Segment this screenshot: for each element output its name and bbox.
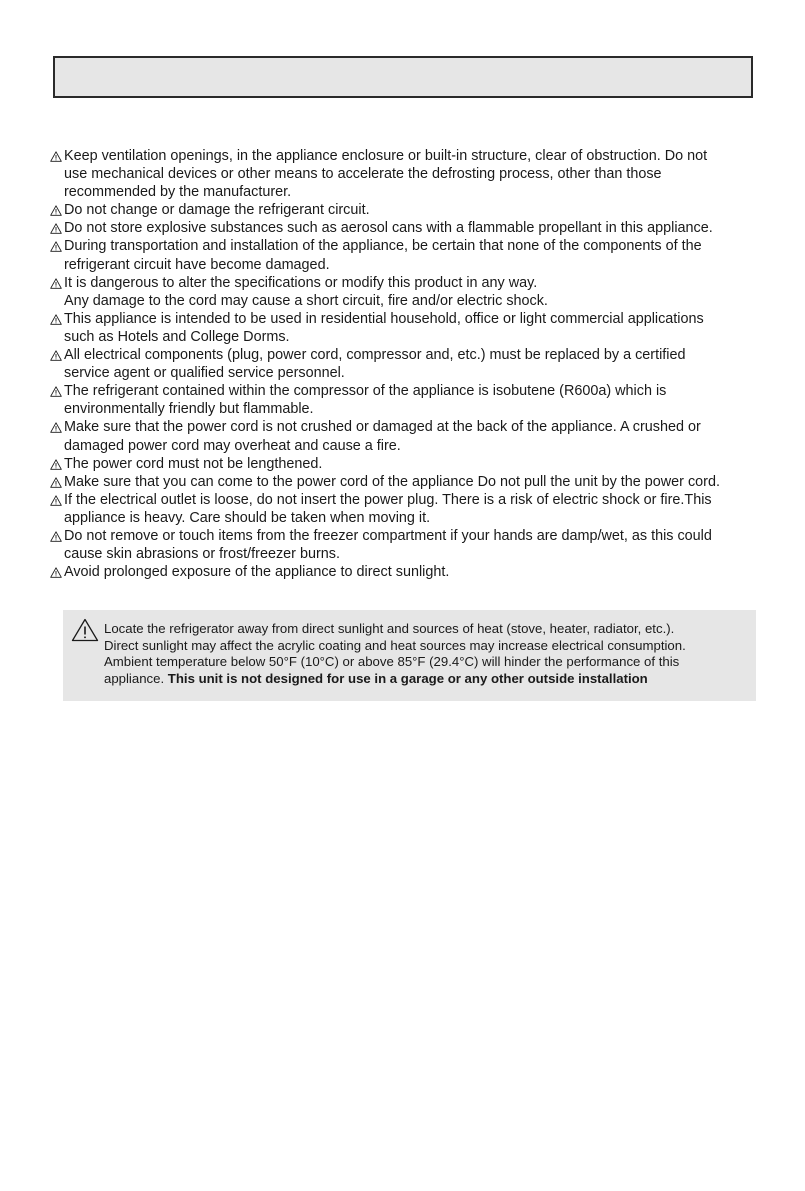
warning-item xyxy=(50,310,770,346)
warning-item xyxy=(50,201,770,219)
warning-text-line: appliance is heavy. Care should be taken when moving it. xyxy=(64,509,431,526)
installation-note-text xyxy=(104,621,744,687)
warning-item xyxy=(50,346,770,382)
warning-triangle-icon xyxy=(50,422,62,433)
warning-text-line: The power cord must not be lengthened. xyxy=(64,455,323,472)
note-line: Direct sunlight may affect the acrylic coating and heat sources may increase electrical consumption. xyxy=(104,637,686,653)
warning-text-line: environmentally friendly but flammable. xyxy=(64,401,314,418)
warning-text-line: such as Hotels and College Dorms. xyxy=(64,328,290,345)
warning-text-line: All electrical components (plug, power cord, compressor and, etc.) must be replaced by a certified xyxy=(64,347,686,364)
warning-triangle-icon xyxy=(50,151,62,162)
warning-text-line: service agent or qualified service personnel. xyxy=(64,365,345,382)
warning-item xyxy=(50,219,770,237)
warning-item xyxy=(50,455,770,473)
warning-item xyxy=(50,563,770,581)
warning-triangle-icon xyxy=(71,618,99,642)
warning-triangle-icon xyxy=(50,495,62,506)
warning-text-line: During transportation and installation of the appliance, be certain that none of the components of the xyxy=(64,238,702,255)
warning-item xyxy=(50,237,770,273)
warning-triangle-icon xyxy=(50,567,62,578)
warning-triangle-icon xyxy=(50,459,62,470)
warning-triangle-icon xyxy=(50,241,62,252)
warning-text-line: This appliance is intended to be used in residential household, office or light commercial applications xyxy=(64,310,704,327)
warning-item xyxy=(50,274,770,310)
warning-triangle-icon xyxy=(50,350,62,361)
warning-text-line: refrigerant circuit have become damaged. xyxy=(64,256,330,273)
warning-list xyxy=(50,147,770,581)
warning-item xyxy=(50,147,770,201)
warning-triangle-icon xyxy=(50,531,62,542)
warning-text-line: Do not change or damage the refrigerant circuit. xyxy=(64,202,370,219)
warning-item xyxy=(50,473,770,491)
section-header-box xyxy=(53,56,753,98)
warning-text-line: recommended by the manufacturer. xyxy=(64,184,292,201)
warning-triangle-icon xyxy=(50,314,62,325)
warning-triangle-icon xyxy=(50,386,62,397)
warning-text-line: Do not store explosive substances such as aerosol cans with a flammable propellant in this appliance. xyxy=(64,220,713,237)
warning-text-line: It is dangerous to alter the specifications or modify this product in any way. xyxy=(64,274,538,291)
note-emphasis: This unit is not designed for use in a garage or any other outside installation xyxy=(167,670,648,686)
warning-text-line: Make sure that you can come to the power cord of the appliance Do not pull the unit by the power cord. xyxy=(64,473,720,490)
warning-triangle-icon xyxy=(50,477,62,488)
warning-text-line: Do not remove or touch items from the freezer compartment if your hands are damp/wet, as this could xyxy=(64,527,712,544)
warning-triangle-icon xyxy=(50,205,62,216)
warning-text-line: Avoid prolonged exposure of the appliance to direct sunlight. xyxy=(64,564,450,581)
note-line xyxy=(104,671,744,688)
note-line: Ambient temperature below 50°F (10°C) or above 85°F (29.4°C) will hinder the performance of this xyxy=(104,654,680,669)
warning-item xyxy=(50,382,770,418)
warning-item xyxy=(50,527,770,563)
note-line-prefix: appliance. xyxy=(104,670,168,686)
warning-text-line: If the electrical outlet is loose, do not insert the power plug. There is a risk of electric shock or fire.This xyxy=(64,491,712,508)
warning-text-line: The refrigerant contained within the compressor of the appliance is isobutene (R600a) which is xyxy=(64,383,667,400)
installation-note-box xyxy=(63,610,756,701)
note-line: Locate the refrigerator away from direct sunlight and sources of heat (stove, heater, radiator, etc.). xyxy=(104,621,675,636)
warning-triangle-icon xyxy=(50,223,62,234)
warning-text-line: Keep ventilation openings, in the appliance enclosure or built-in structure, clear of obstruction. Do not xyxy=(64,148,708,164)
warning-text-line: use mechanical devices or other means to accelerate the defrosting process, other than those xyxy=(64,166,662,183)
warning-text-line: cause skin abrasions or frost/freezer burns. xyxy=(64,546,340,563)
warning-item xyxy=(50,491,770,527)
warning-item xyxy=(50,418,770,454)
warning-text-line: damaged power cord may overheat and cause a fire. xyxy=(64,437,401,454)
warning-text-line: Make sure that the power cord is not crushed or damaged at the back of the appliance. A crushed or xyxy=(64,419,701,436)
warning-triangle-icon xyxy=(50,278,62,289)
warning-text-line: Any damage to the cord may cause a short circuit, fire and/or electric shock. xyxy=(64,292,548,309)
